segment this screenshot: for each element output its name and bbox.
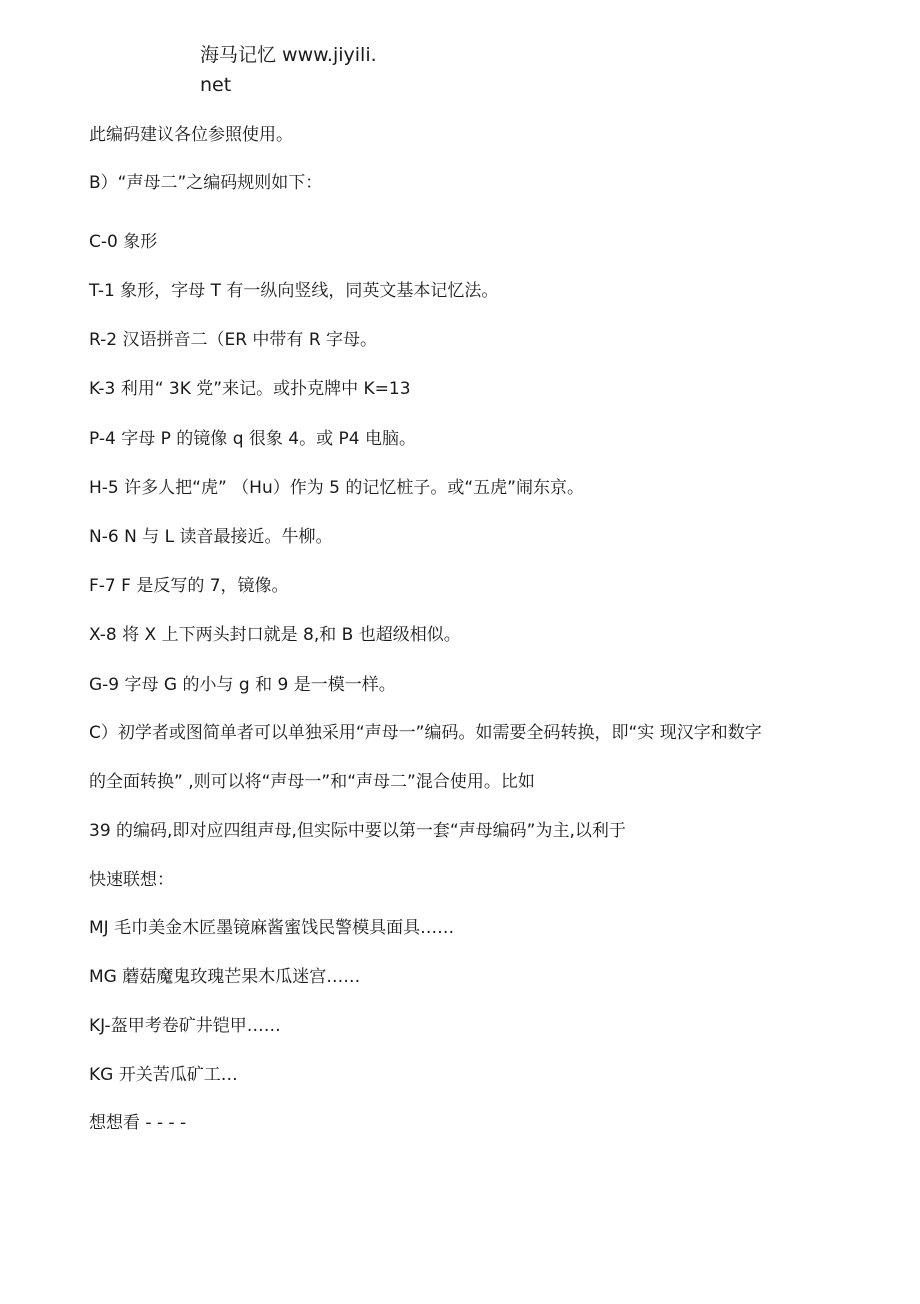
section-c-paragraph-line-2: 的全面转换” ,则可以将“声母一”和“声母二”混合使用。比如: [89, 772, 535, 792]
section-c-paragraph-line-3: 39 的编码,即对应四组声母,但实际中要以第一套“声母编码”为主,以利于: [89, 821, 626, 841]
rule-c-0: C-0 象形: [89, 232, 158, 252]
header-title-line-1: 海马记忆 www.jiyili.: [200, 44, 377, 66]
rule-f-7: F-7 F 是反写的 7，镜像。: [89, 576, 289, 596]
example-mg: MG 蘑菇魔鬼玫瑰芒果木瓜迷宫……: [89, 967, 361, 987]
example-kg: KG 开关苦瓜矿工…: [89, 1065, 238, 1085]
section-c-paragraph-line-1: C）初学者或图简单者可以单独采用“声母一”编码。如需要全码转换，即“实 现汉字和数字: [89, 723, 762, 743]
header-title-line-2: net: [200, 74, 232, 96]
rule-n-6: N-6 N 与 L 读音最接近。牛柳。: [89, 527, 333, 547]
rule-h-5: H-5 许多人把“虎” （Hu）作为 5 的记忆桩子。或“五虎”闹东京。: [89, 478, 584, 498]
example-mj: MJ 毛巾美金木匠墨镜麻酱蜜饯民警模具面具……: [89, 918, 455, 938]
rule-t-1: T-1 象形，字母 T 有一纵向竖线，同英文基本记忆法。: [89, 281, 499, 301]
page-header: [200, 40, 420, 100]
closing-prompt: 想想看 - - - -: [89, 1113, 187, 1133]
example-kj: KJ-盔甲考卷矿井铠甲……: [89, 1016, 281, 1036]
intro-note: 此编码建议各位参照使用。: [89, 125, 293, 145]
section-c-paragraph-line-4: 快速联想：: [89, 870, 174, 890]
rule-p-4: P-4 字母 P 的镜像 q 很象 4。或 P4 电脑。: [89, 429, 416, 449]
rule-r-2: R-2 汉语拼音二（ER 中带有 R 字母。: [89, 330, 378, 350]
section-b-heading: B）“声母二”之编码规则如下：: [89, 173, 323, 193]
rule-x-8: X-8 将 X 上下两头封口就是 8,和 B 也超级相似。: [89, 625, 461, 645]
rule-k-3: K-3 利用“ 3K 党”来记。或扑克牌中 K=13: [89, 379, 411, 399]
rule-g-9: G-9 字母 G 的小与 g 和 9 是一模一样。: [89, 675, 396, 695]
